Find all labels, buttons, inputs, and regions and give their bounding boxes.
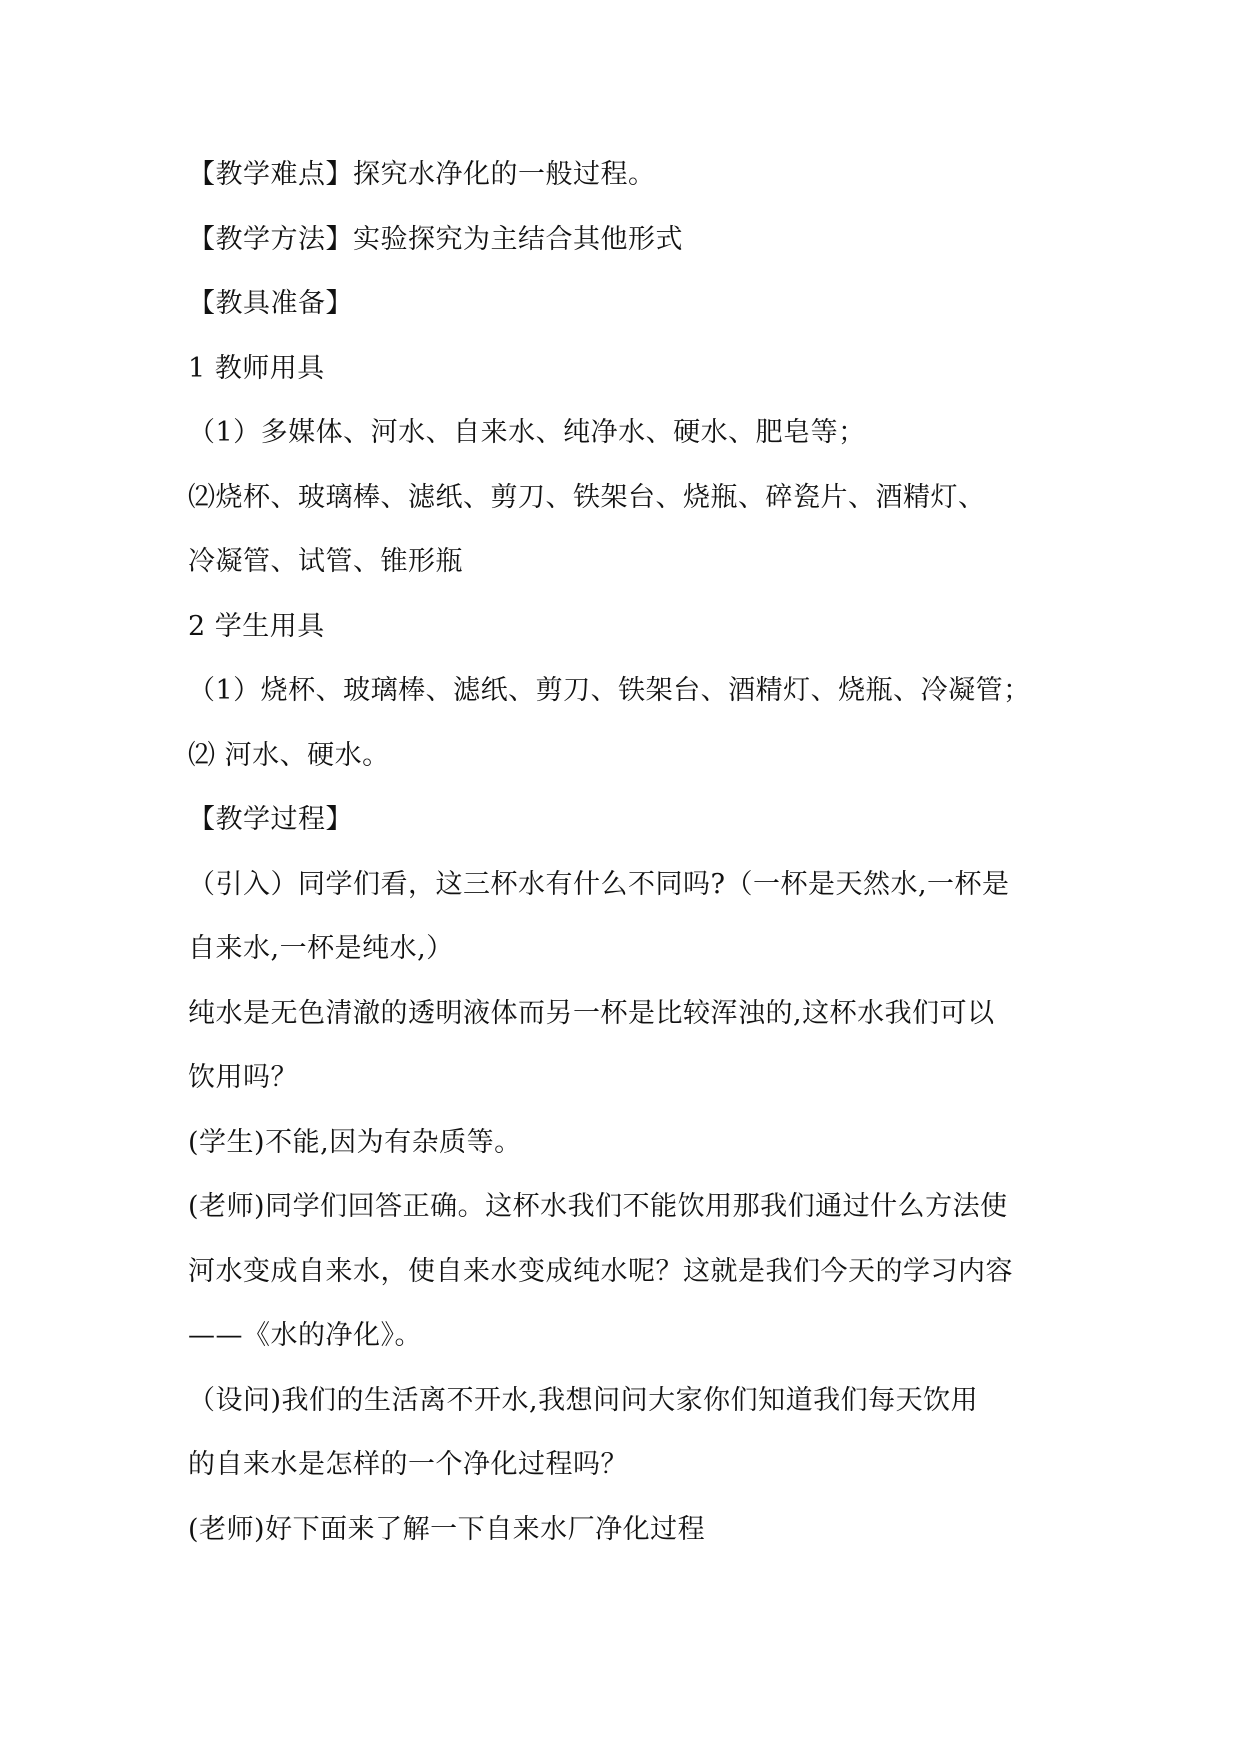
heading-teaching-method: 【教学方法】实验探究为主结合其他形式	[188, 223, 683, 255]
heading-teaching-aids: 【教具准备】	[188, 288, 353, 319]
paragraph-line: 自来水,一杯是纯水,）	[188, 933, 454, 964]
paragraph-line: 纯水是无色清澈的透明液体而另一杯是比较浑浊的,这杯水我们可以	[188, 997, 995, 1029]
paragraph-line: (老师)同学们回答正确。这杯水我们不能饮用那我们通过什么方法使	[188, 1191, 1008, 1222]
teacher-tools-item-2: ⑵烧杯、玻璃棒、滤纸、剪刀、铁架台、烧瓶、碎瓷片、酒精灯、	[188, 481, 986, 513]
paragraph-line: （引入）同学们看，这三杯水有什么不同吗?（一杯是天然水,一杯是	[188, 868, 1010, 900]
student-tools-item-1: （1）烧杯、玻璃棒、滤纸、剪刀、铁架台、酒精灯、烧瓶、冷凝管；	[188, 675, 1031, 706]
paragraph-line: 河水变成自来水，使自来水变成纯水呢？这就是我们今天的学习内容	[188, 1255, 1013, 1287]
teacher-tools-item-1: （1）多媒体、河水、自来水、纯净水、硬水、肥皂等；	[188, 417, 866, 448]
subheading-student-tools: 2 学生用具	[188, 610, 325, 642]
heading-teaching-difficulty: 【教学难点】探究水净化的一般过程。	[188, 159, 656, 190]
paragraph-line: 饮用吗？	[188, 1062, 298, 1093]
document-body	[188, 158, 1058, 1577]
paragraph-line: ——《水的净化》。	[188, 1320, 422, 1351]
subheading-teacher-tools: 1 教师用具	[188, 352, 325, 384]
paragraph-line: (学生)不能,因为有杂质等。	[188, 1126, 522, 1158]
paragraph-line: (老师)好下面来了解一下自来水厂净化过程	[188, 1513, 706, 1545]
paragraph-line: 的自来水是怎样的一个净化过程吗？	[188, 1449, 628, 1480]
student-tools-item-2: ⑵ 河水、硬水。	[188, 739, 390, 771]
teacher-tools-item-2-cont: 冷凝管、试管、锥形瓶	[188, 546, 463, 577]
heading-teaching-process: 【教学过程】	[188, 804, 353, 835]
paragraph-line: （设问)我们的生活离不开水,我想问问大家你们知道我们每天饮用	[188, 1384, 979, 1416]
